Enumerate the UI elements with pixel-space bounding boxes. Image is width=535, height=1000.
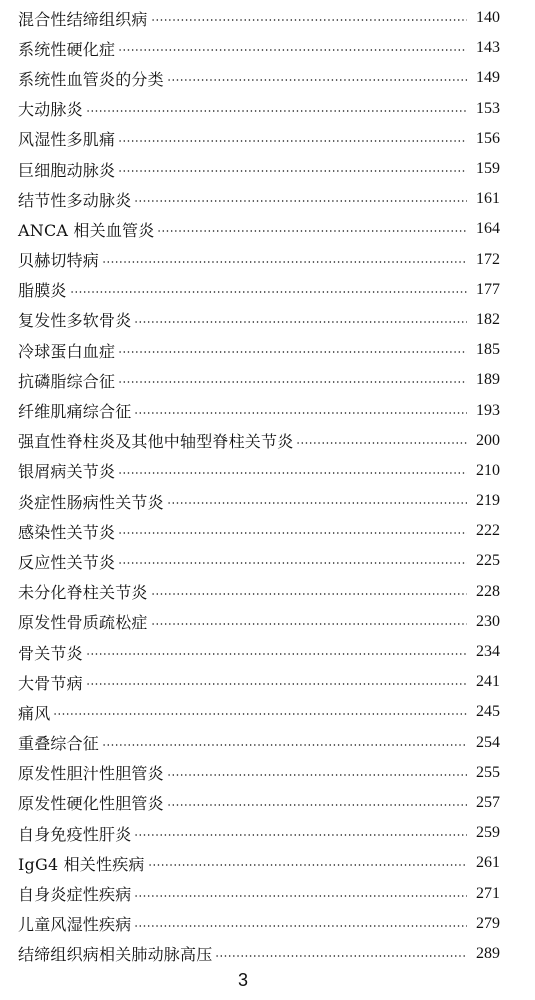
toc-entry-title: 风湿性多肌痛 [18,130,116,150]
dot-leader [118,381,467,383]
toc-entry-title: 原发性硬化性胆管炎 [18,794,164,814]
toc-entry[interactable] [18,426,500,456]
toc-entry[interactable] [18,516,500,546]
dot-leader [167,79,467,81]
toc-entry-page: 182 [476,310,500,328]
toc-entry-page: 200 [476,431,500,449]
toc-entry[interactable] [18,788,500,818]
toc-entry[interactable] [18,758,500,788]
toc-entry-title: 抗磷脂综合征 [18,371,116,391]
dot-leader [167,502,467,504]
toc-entry[interactable] [18,214,500,244]
toc-entry[interactable] [18,305,500,335]
toc-entry-page: 172 [476,250,500,268]
dot-leader [86,110,467,112]
dot-leader [86,683,467,685]
toc-entry[interactable] [18,697,500,727]
dot-leader [134,200,467,202]
toc-entry[interactable] [18,818,500,848]
toc-entry-page: 149 [476,69,500,87]
dot-leader [296,442,467,444]
toc-entry-page: 193 [476,401,500,419]
toc-entry[interactable] [18,909,500,939]
dot-leader [70,291,467,293]
toc-entry-title: 炎症性肠病性关节炎 [18,492,164,512]
toc-entry-title: 冷球蛋白血症 [18,341,116,361]
toc-entry[interactable] [18,33,500,63]
toc-entry-page: 164 [476,220,500,238]
toc-entry-page: 219 [476,492,500,510]
dot-leader [151,593,467,595]
toc-entry[interactable] [18,607,500,637]
dot-leader [151,19,467,21]
toc-entry-page: 228 [476,582,500,600]
toc-entry-title: 痛风 [18,703,51,723]
toc-entry-page: 259 [476,824,500,842]
dot-leader [53,713,467,715]
dot-leader [151,623,467,625]
toc-entry-title: IgG4 相关性疾病 [18,854,145,874]
page-number: 3 [237,970,248,990]
toc-entry[interactable] [18,245,500,275]
toc-entry-title: 大骨节病 [18,673,83,693]
toc-entry[interactable] [18,3,500,33]
toc-entry-title: 大动脉炎 [18,100,83,120]
toc-entry[interactable] [18,94,500,124]
toc-entry[interactable] [18,486,500,516]
toc-entry[interactable] [18,63,500,93]
dot-leader [118,170,467,172]
toc-entry-title: 儿童风湿性疾病 [18,915,132,935]
toc-entry[interactable] [18,154,500,184]
dot-leader [134,412,467,414]
toc-entry[interactable] [18,395,500,425]
toc-entry[interactable] [18,939,500,969]
toc-entry-page: 230 [476,612,500,630]
toc-entry-page: 225 [476,552,500,570]
toc-entry-page: 185 [476,341,500,359]
toc-entry-page: 257 [476,793,500,811]
dot-leader [215,955,467,957]
toc-entry[interactable] [18,878,500,908]
toc-entry[interactable] [18,577,500,607]
toc-entry-title: 脂膜炎 [18,281,67,301]
toc-entry-page: 241 [476,673,500,691]
toc-entry-title: 未分化脊柱关节炎 [18,583,148,603]
dot-leader [134,925,467,927]
toc-entry[interactable] [18,667,500,697]
toc-entry-page: 279 [476,914,500,932]
toc-entry-page: 159 [476,160,500,178]
toc-entry-page: 234 [476,643,500,661]
toc-entry[interactable] [18,365,500,395]
dot-leader [167,804,467,806]
toc-entry-title: 复发性多软骨炎 [18,311,132,331]
dot-leader [134,895,467,897]
toc-entry[interactable] [18,275,500,305]
toc-entry-title: 反应性关节炎 [18,552,116,572]
dot-leader [118,140,467,142]
dot-leader [118,532,467,534]
toc-entry-title: 银屑病关节炎 [18,462,116,482]
toc-entry[interactable] [18,546,500,576]
toc-entry-title: 系统性硬化症 [18,39,116,59]
toc-entry-page: 261 [476,854,500,872]
dot-leader [102,261,467,263]
toc-entry[interactable] [18,335,500,365]
toc-entry-page: 255 [476,763,500,781]
toc-entry[interactable] [18,456,500,486]
toc-entry-title: 骨关节炎 [18,643,83,663]
toc-entry-title: ANCA 相关血管炎 [18,220,155,240]
toc-entry-title: 贝赫切特病 [18,251,100,271]
toc-entry-page: 289 [476,944,500,962]
toc-entry-title: 结节性多动脉炎 [18,190,132,210]
toc-entry-page: 156 [476,129,500,147]
toc-entry-title: 原发性胆汁性胆管炎 [18,764,164,784]
toc-entry[interactable] [18,728,500,758]
toc-entry-page: 143 [476,39,500,57]
dot-leader [134,834,467,836]
toc-entry-page: 210 [476,461,500,479]
dot-leader [118,562,467,564]
toc-entry[interactable] [18,637,500,667]
dot-leader [134,321,467,323]
toc-entry-title: 重叠综合征 [18,734,100,754]
toc-entry-page: 254 [476,733,500,751]
toc-entry-title: 巨细胞动脉炎 [18,160,116,180]
toc-entry-page: 177 [476,280,500,298]
dot-leader [167,774,467,776]
toc-entry-page: 153 [476,99,500,117]
toc-entry-page: 189 [476,371,500,389]
toc-entry-title: 强直性脊柱炎及其他中轴型脊柱关节炎 [18,432,294,452]
toc-entry-title: 纤维肌痛综合征 [18,402,132,422]
toc-entry-title: 自身炎症性疾病 [18,885,132,905]
toc-entry-title: 系统性血管炎的分类 [18,69,164,89]
dot-leader [118,49,467,51]
table-of-contents [18,3,500,969]
toc-entry-page: 271 [476,884,500,902]
dot-leader [86,653,467,655]
toc-entry-title: 感染性关节炎 [18,522,116,542]
toc-entry-page: 140 [476,9,500,27]
toc-entry-page: 245 [476,703,500,721]
toc-entry[interactable] [18,124,500,154]
toc-entry-page: 222 [476,522,500,540]
dot-leader [102,744,467,746]
dot-leader [118,351,467,353]
toc-entry-title: 原发性骨质疏松症 [18,613,148,633]
toc-entry-page: 161 [476,190,500,208]
dot-leader [157,230,467,232]
toc-entry-title: 自身免疫性肝炎 [18,824,132,844]
toc-entry-title: 混合性结缔组织病 [18,9,148,29]
dot-leader [118,472,467,474]
toc-entry-title: 结缔组织病相关肺动脉高压 [18,945,213,965]
dot-leader [148,864,467,866]
toc-entry[interactable] [18,184,500,214]
toc-entry[interactable] [18,848,500,878]
